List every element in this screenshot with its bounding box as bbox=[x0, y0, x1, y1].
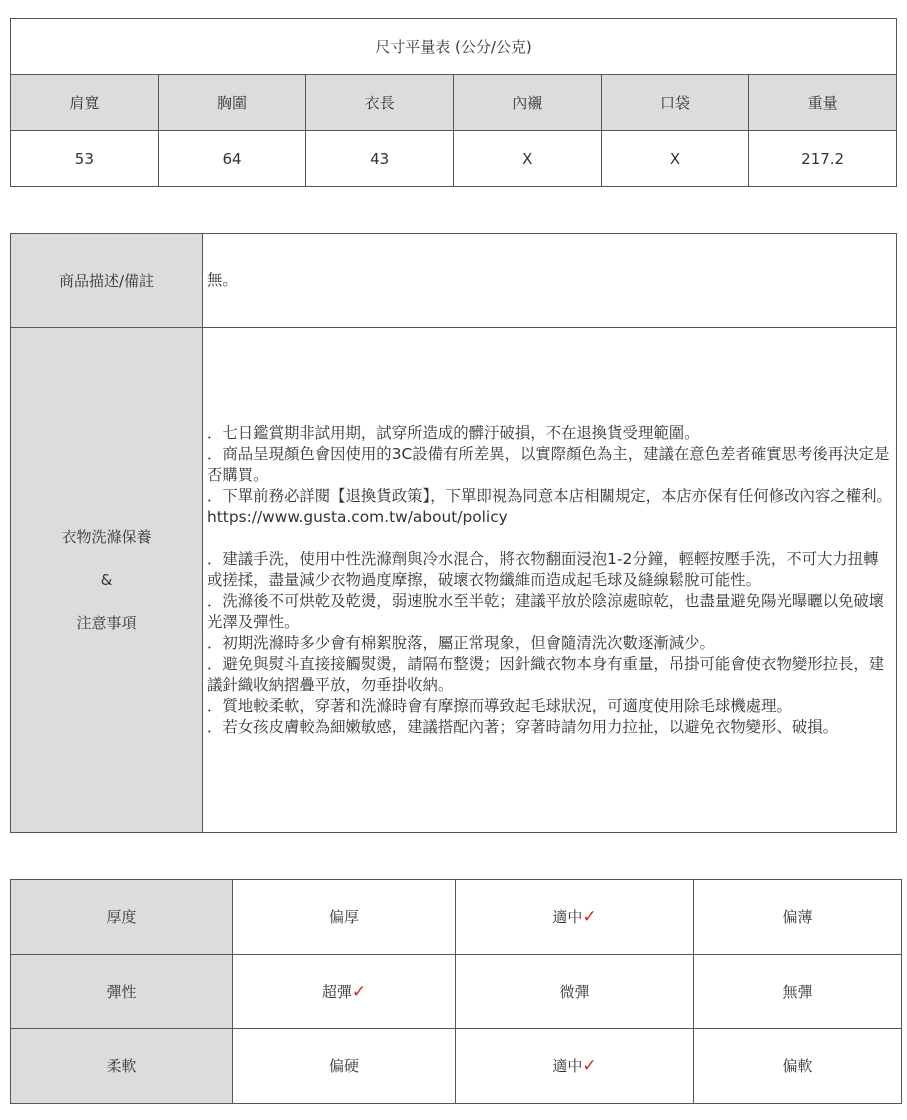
attribute-option bbox=[694, 1029, 902, 1104]
attribute-option bbox=[456, 1029, 694, 1104]
care-bullet: ．商品呈現顏色會因使用的3C設備有所差異，以實際顏色為主，建議在意色差者確實思考後再決定是否購買。 bbox=[207, 444, 890, 484]
check-icon: ✓ bbox=[582, 907, 597, 928]
description-label: 商品描述/備註 bbox=[11, 234, 203, 328]
size-header: 重量 bbox=[749, 75, 897, 131]
care-label-line: & bbox=[100, 570, 113, 589]
attribute-option-label: 微彈 bbox=[559, 982, 590, 1001]
attribute-label: 彈性 bbox=[11, 954, 233, 1029]
attribute-option-label: 適中 bbox=[552, 908, 583, 927]
attributes-table bbox=[10, 879, 902, 1104]
attribute-option-label: 偏硬 bbox=[328, 1057, 359, 1076]
attribute-option-label: 超彈 bbox=[321, 982, 352, 1001]
size-value: X bbox=[453, 131, 601, 187]
care-label-line: 注意事項 bbox=[76, 613, 137, 632]
attribute-row bbox=[11, 880, 902, 955]
care-instructions bbox=[203, 328, 897, 833]
attribute-row bbox=[11, 1029, 902, 1104]
attribute-option bbox=[233, 880, 456, 955]
attribute-option bbox=[233, 954, 456, 1029]
size-value: 43 bbox=[306, 131, 454, 187]
check-icon: ✓ bbox=[582, 1056, 597, 1077]
care-label-line: 衣物洗滌保養 bbox=[61, 527, 152, 546]
attribute-label: 柔軟 bbox=[11, 1029, 233, 1104]
care-bullet: ．建議手洗，使用中性洗滌劑與冷水混合，將衣物翻面浸泡1-2分鐘，輕輕按壓手洗，不可大力扭轉或搓揉，盡量減少衣物過度摩擦，破壞衣物纖維而造成起毛球及縫線鬆脫可能性。 bbox=[207, 549, 879, 589]
attribute-option bbox=[694, 880, 902, 955]
size-header: 內襯 bbox=[453, 75, 601, 131]
attribute-option-label: 偏軟 bbox=[782, 1057, 813, 1076]
attribute-option-label: 適中 bbox=[552, 1057, 583, 1076]
attribute-label: 厚度 bbox=[11, 880, 233, 955]
check-icon: ✓ bbox=[351, 981, 367, 1002]
care-bullet: ．若女孩皮膚較為細嫩敏感，建議搭配內著；穿著時請勿用力拉扯，以避免衣物變形、破損。 bbox=[207, 717, 839, 736]
size-header: 口袋 bbox=[601, 75, 749, 131]
size-header: 肩寬 bbox=[11, 75, 159, 131]
size-value: 53 bbox=[11, 131, 159, 187]
attribute-row bbox=[11, 954, 902, 1029]
size-table bbox=[10, 18, 897, 187]
size-value: 217.2 bbox=[749, 131, 897, 187]
description-value: 無。 bbox=[203, 234, 897, 328]
care-bullet: ．避免與熨斗直接接觸熨燙，請隔布整燙；因針織衣物本身有重量，吊掛可能會使衣物變形拉長，建議針織收納摺疊平放，勿垂掛收納。 bbox=[207, 654, 885, 694]
care-bullet: ．洗滌後不可烘乾及乾燙，弱速脫水至半乾；建議平放於陰涼處晾乾，也盡量避免陽光曝曬以免破壞光澤及彈性。 bbox=[207, 591, 885, 631]
size-table-title: 尺寸平量表 (公分/公克) bbox=[11, 19, 897, 75]
attribute-option bbox=[456, 880, 694, 955]
care-bullet: ．質地較柔軟，穿著和洗滌時會有摩擦而導致起毛球狀況，可適度使用除毛球機處理。 bbox=[207, 696, 792, 715]
size-header: 衣長 bbox=[306, 75, 454, 131]
care-label bbox=[11, 328, 203, 833]
care-bullet: ．七日鑑賞期非試用期，試穿所造成的髒汙破損，不在退換貨受理範圍。 bbox=[207, 423, 700, 442]
size-value: 64 bbox=[158, 131, 306, 187]
attribute-option bbox=[233, 1029, 456, 1104]
attribute-option-label: 無彈 bbox=[782, 982, 813, 1001]
attribute-option-label: 偏薄 bbox=[782, 908, 813, 927]
info-table bbox=[10, 233, 897, 833]
care-bullet: ．初期洗滌時多少會有棉絮脫落，屬正常現象，但會隨清洗次數逐漸減少。 bbox=[207, 633, 715, 652]
care-bullet: ．下單前務必詳閱【退換貨政策】，下單即視為同意本店相關規定，本店亦保有任何修改內容之權利。https://www.gusta.com.tw/about/policy bbox=[207, 486, 892, 526]
attribute-option bbox=[694, 954, 902, 1029]
attribute-option bbox=[456, 954, 694, 1029]
size-value: X bbox=[601, 131, 749, 187]
size-header: 胸圍 bbox=[158, 75, 306, 131]
attribute-option-label: 偏厚 bbox=[328, 908, 359, 927]
